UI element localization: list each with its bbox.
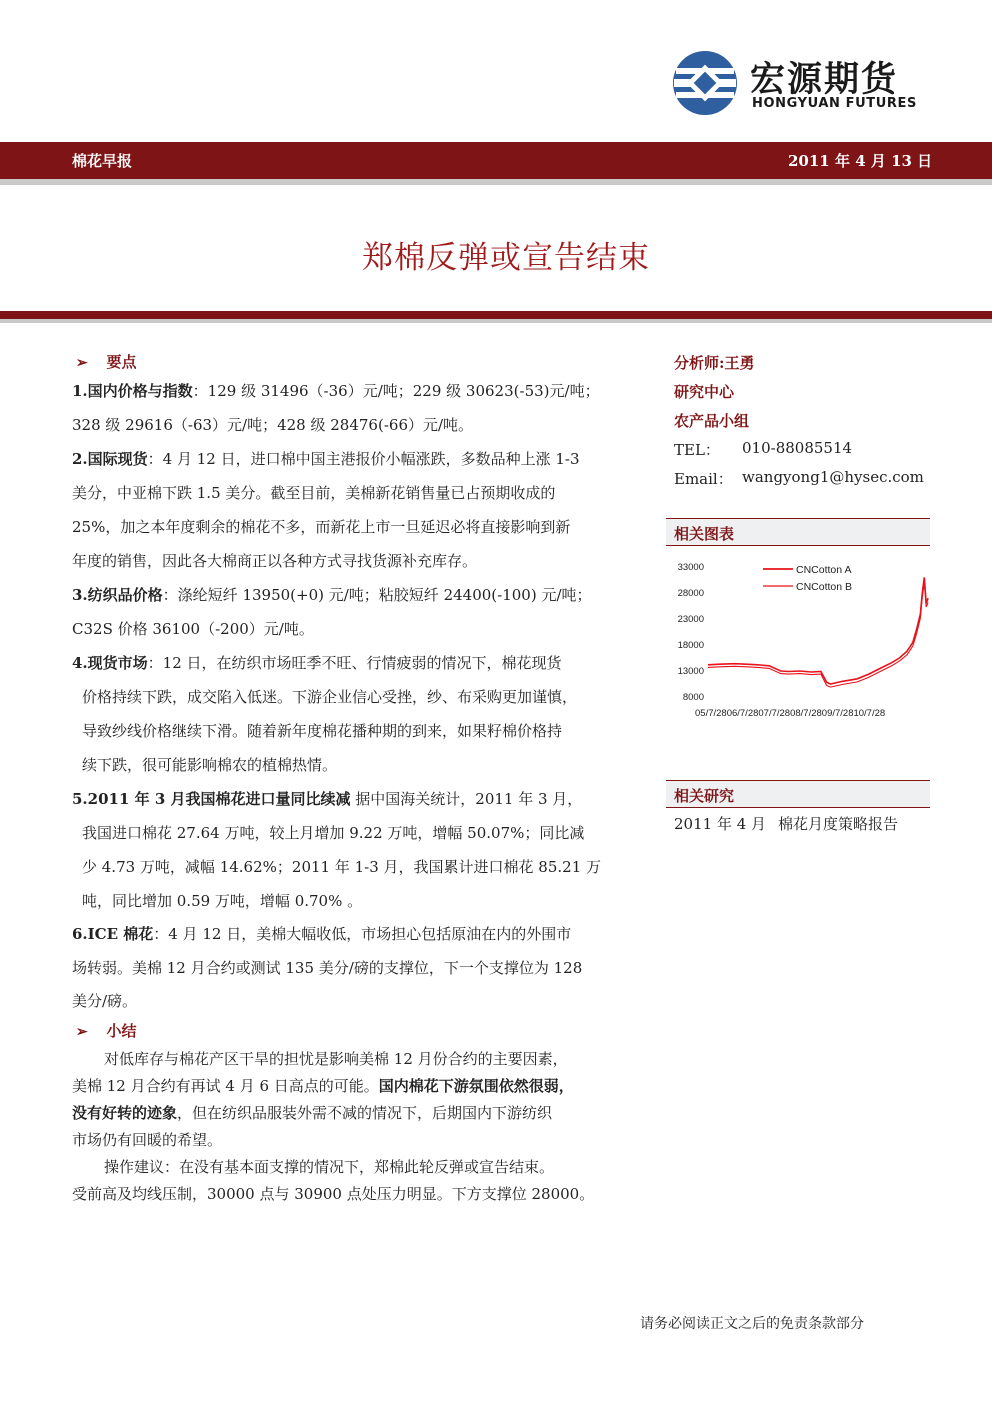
section-heading: 要点 (106, 353, 137, 371)
point-5-line2: 我国进口棉花 27.64 万吨，较上月增加 9.22 万吨，增幅 50.07%；同比减 (82, 824, 585, 842)
summary-emphasis: 没有好转的迹象 (72, 1104, 178, 1122)
section-heading: 小结 (106, 1022, 137, 1040)
related-charts-heading: 相关图表 (674, 525, 735, 543)
analyst-name: 分析师:王勇 (674, 354, 755, 372)
summary-text: ，但在纺织品服装外需不减的情况下，后期国内下游纺织 (177, 1104, 553, 1122)
legend-label-2: CNCotton B (796, 581, 853, 593)
point-label: 3.纺织品价格 (72, 586, 163, 604)
point-5-line1 (72, 789, 582, 809)
tel-number[interactable]: 010-88085514 (742, 439, 853, 457)
point-2-line4: 年度的销售，因此各大棉商正以各种方式寻找货源补充库存。 (72, 552, 478, 570)
point-text: ：涤纶短纤 13950(+0) 元/吨；粘胶短纤 24400(-100) 元/吨； (162, 586, 592, 604)
point-1-line2: 328 级 29616（-63）元/吨；428 级 28476(-66）元/吨。 (72, 416, 474, 434)
arrow-bullet-icon: ➢ (76, 1024, 88, 1040)
y-tick-label: 18000 (677, 640, 704, 651)
email-label: Email： (674, 470, 733, 488)
point-2-line1 (72, 449, 580, 469)
point-text: ：12 日，在纺织市场旺季不旺、行情疲弱的情况下，棉花现货 (147, 654, 562, 672)
y-tick-label: 8000 (682, 692, 704, 703)
page-title: 郑棉反弹或宣告结束 (362, 240, 650, 276)
point-5-line3: 少 4.73 万吨，减幅 14.62%；2011 年 1-3 月，我国累计进口棉花 85.21 万 (82, 858, 602, 876)
y-tick-label: 23000 (677, 614, 704, 625)
point-label: 6.ICE 棉花 (72, 925, 154, 943)
point-label: 4.现货市场 (72, 654, 148, 672)
agri-group: 农产品小组 (674, 412, 750, 430)
title-divider (0, 311, 992, 319)
hongyuan-logo-icon (672, 50, 738, 116)
research-box-divider (666, 807, 930, 808)
summary-line5: 操作建议：在没有基本面支撑的情况下，郑棉此轮反弹或宣告结束。 (104, 1158, 555, 1176)
section-key-points (76, 352, 137, 373)
series-line-1 (708, 577, 928, 684)
summary-emphasis: 国内棉花下游氛围依然很弱， (378, 1077, 574, 1095)
brand-name-en: HONGYUAN FUTURES (752, 96, 917, 111)
summary-line6: 受前高及均线压制，30000 点与 30900 点处压力明显。下方支撑位 28000。 (72, 1185, 595, 1203)
research-date: 2011 年 4 月 (674, 815, 767, 833)
point-3-line2: C32S 价格 36100（-200）元/吨。 (72, 620, 314, 638)
report-type: 棉花早报 (72, 152, 133, 170)
point-5-line4: 吨，同比增加 0.59 万吨，增幅 0.70% 。 (82, 892, 363, 910)
research-link[interactable]: 棉花月度策略报告 (778, 815, 899, 833)
point-4-line1 (72, 653, 562, 673)
summary-line2 (72, 1076, 574, 1096)
header-band-shadow (0, 179, 992, 185)
point-text: ：4 月 12 日，进口棉中国主港报价小幅涨跌，多数品种上涨 1-3 (147, 450, 580, 468)
section-summary (76, 1021, 137, 1042)
legend-label-1: CNCotton A (796, 564, 852, 576)
summary-line1: 对低库存与棉花产区干旱的担忧是影响美棉 12 月份合约的主要因素， (104, 1050, 568, 1068)
report-date: 2011 年 4 月 13 日 (788, 152, 933, 170)
point-label: 1.国内价格与指数 (72, 382, 193, 400)
email-address[interactable]: wangyong1@hysec.com (742, 468, 924, 486)
charts-box-divider (666, 545, 930, 546)
arrow-bullet-icon: ➢ (76, 355, 88, 371)
point-6-line3: 美分/磅。 (72, 992, 138, 1010)
y-tick-label: 28000 (677, 588, 704, 599)
point-6-line1 (72, 924, 571, 944)
point-text: 据中国海关统计，2011 年 3 月， (350, 790, 583, 808)
point-label: 2.国际现货 (72, 450, 148, 468)
summary-line4: 市场仍有回暖的希望。 (72, 1131, 223, 1149)
point-3-line1 (72, 585, 592, 605)
y-tick-label: 13000 (677, 666, 704, 677)
point-text: ：129 级 31496（-36）元/吨；229 级 30623(-53)元/吨； (192, 382, 600, 400)
cotton-price-chart (668, 552, 934, 724)
point-4-line3: 导致纱线价格继续下滑。随着新年度棉花播种期的到来，如果籽棉价格持 (82, 722, 563, 740)
point-text: ：4 月 12 日，美棉大幅收低，市场担心包括原油在内的外围市 (153, 925, 572, 943)
tel-label: TEL： (674, 441, 720, 459)
point-6-line2: 场转弱。美棉 12 月合约或测试 135 美分/磅的支撑位，下一个支撑位为 128 (72, 959, 583, 977)
brand-name-cn: 宏源期货 (750, 60, 899, 100)
company-logo (672, 48, 922, 118)
disclaimer-note: 请务必阅读正文之后的免责条款部分 (640, 1316, 864, 1332)
title-divider-shadow (0, 319, 992, 323)
y-tick-label: 33000 (677, 562, 704, 573)
point-2-line2: 美分，中亚棉下跌 1.5 美分。截至目前，美棉新花销售量已占预期收成的 (72, 484, 556, 502)
point-label: 5.2011 年 3 月我国棉花进口量同比续减 (72, 790, 351, 808)
point-4-line4: 续下跌，很可能影响棉农的植棉热情。 (82, 756, 338, 774)
point-4-line2: 价格持续下跌，成交陷入低迷。下游企业信心受挫，纱、布采购更加谨慎， (82, 688, 578, 706)
summary-text: 美棉 12 月合约有再试 4 月 6 日高点的可能。 (72, 1077, 379, 1095)
point-2-line3: 25%，加之本年度剩余的棉花不多，而新花上市一旦延迟必将直接影响到新 (72, 518, 571, 536)
summary-line3 (72, 1103, 552, 1123)
research-center: 研究中心 (674, 383, 735, 401)
related-research-heading: 相关研究 (674, 787, 735, 805)
x-axis-ticks: 05/7/2806/7/2807/7/2808/7/2809/7/2810/7/28 (695, 708, 886, 719)
point-1-line1 (72, 381, 600, 401)
